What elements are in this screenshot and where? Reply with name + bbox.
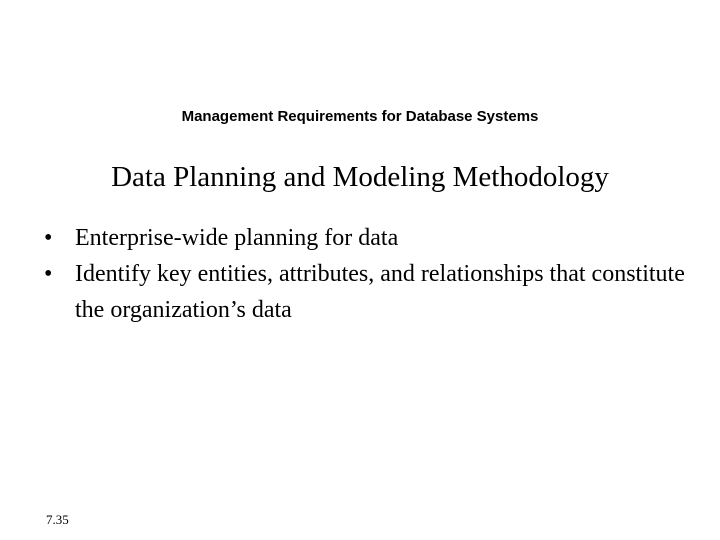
bullet-text: Enterprise-wide planning for data <box>75 225 399 251</box>
section-header: Management Requirements for Database Systems <box>181 108 539 125</box>
bullet-item <box>44 256 704 328</box>
bullet-icon: • <box>44 261 53 287</box>
bullet-list <box>44 220 704 328</box>
bullet-text: Identify key entities, attributes, and relationships that constitute the organization’s data <box>75 261 685 323</box>
page-number: 7.35 <box>46 512 69 527</box>
bullet-icon: • <box>44 225 53 251</box>
slide-title: Data Planning and Modeling Methodology <box>111 161 609 193</box>
bullet-item <box>44 220 704 256</box>
